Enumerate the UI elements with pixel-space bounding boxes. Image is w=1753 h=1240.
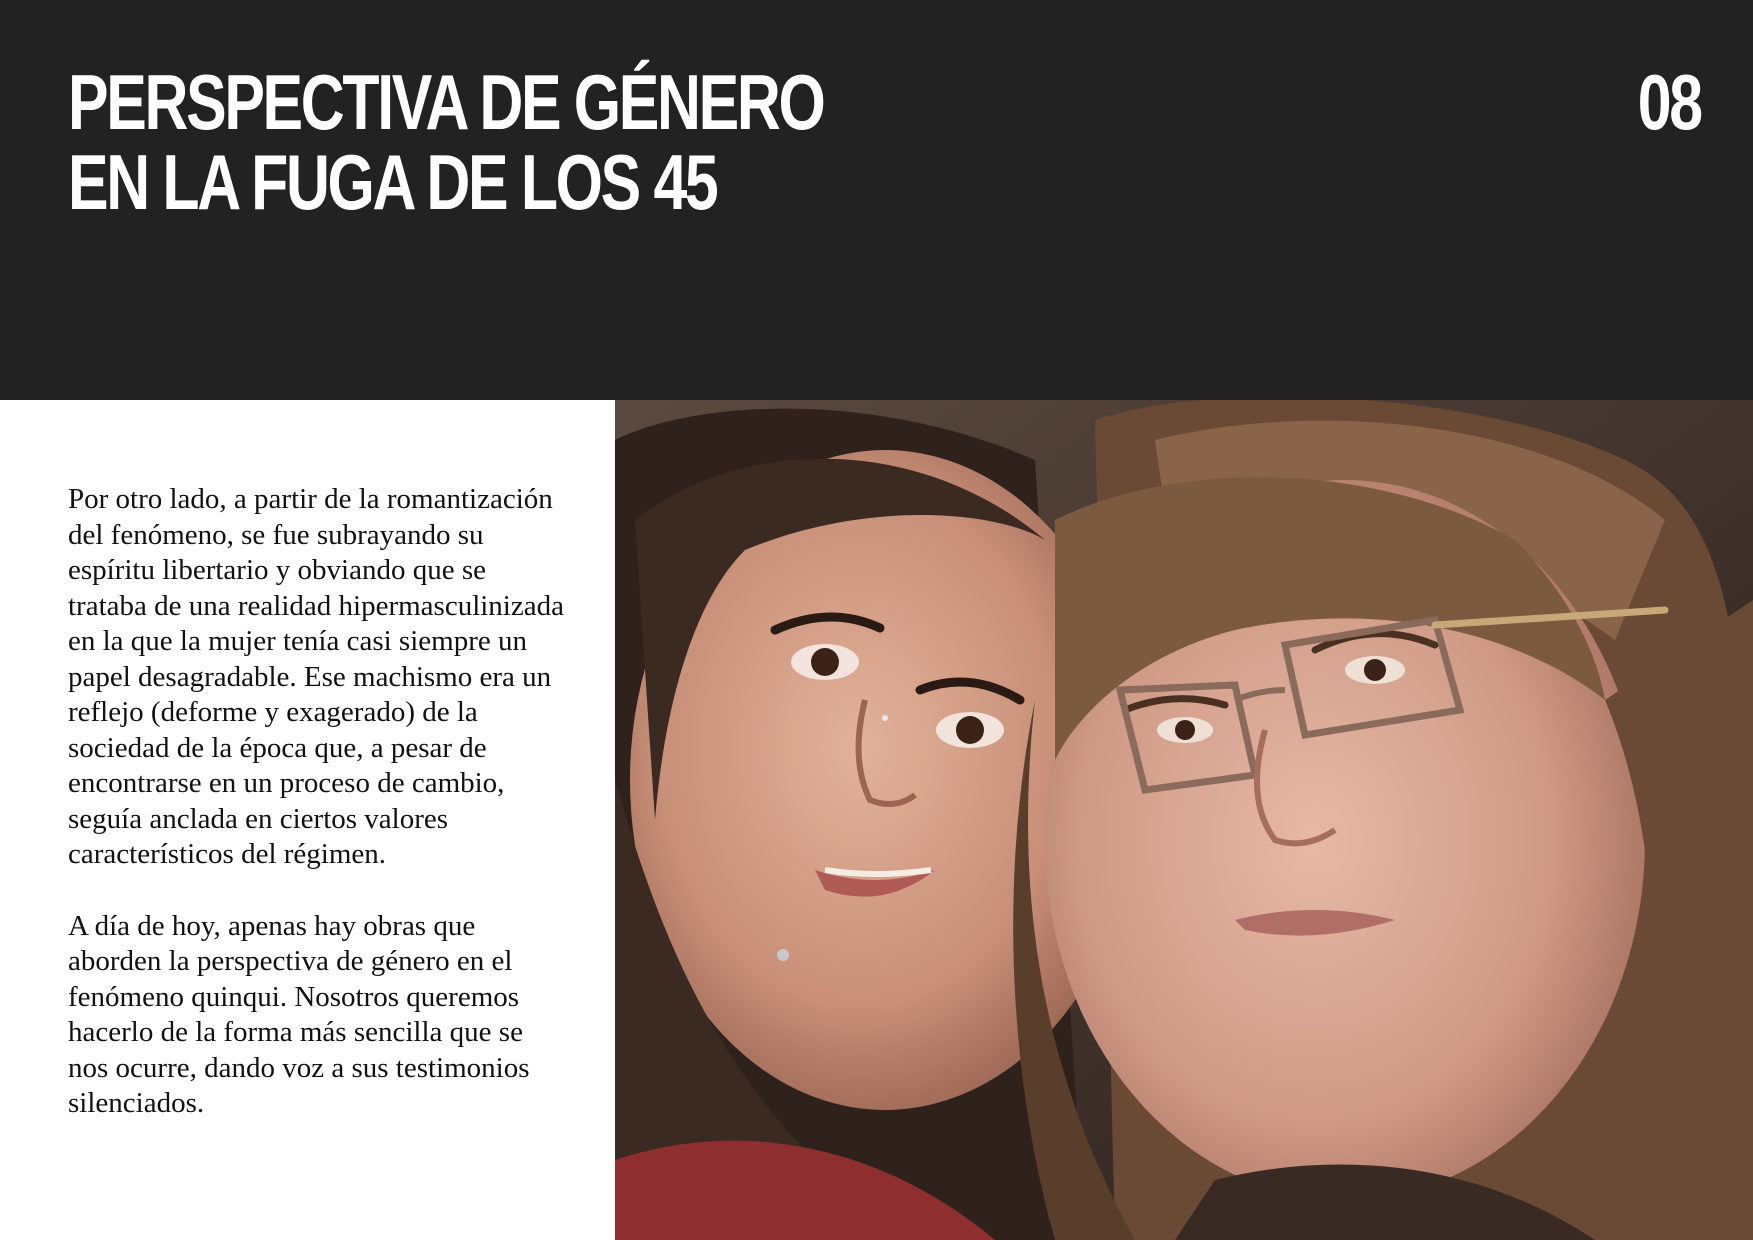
body-text [68, 482, 568, 1158]
page-title-line-1: PERSPECTIVA DE GÉNERO [68, 58, 824, 146]
page-title [68, 58, 824, 226]
portrait-photo [615, 400, 1753, 1240]
paragraph-2: A día de hoy, apenas hay obras que aborden la perspectiva de género en el fenómeno quinqui. Nosotros queremos hacerlo de la forma más sencilla que se nos ocurre, dando voz a sus testimonios silenciados. [68, 909, 530, 1119]
page-title-line-2: EN LA FUGA DE LOS 45 [68, 138, 717, 226]
portrait-photo-illustration [615, 400, 1753, 1240]
page-number: 08 [1638, 58, 1701, 146]
paragraph-1: Por otro lado, a partir de la romantización del fenómeno, se fue subrayando su espíritu libertario y obviando que se trataba de una realidad hipermasculinizada en la que la mujer tenía casi siempre un papel desagradable. Ese machismo era un reflejo (deforme y exagerado) de la sociedad de la época que, a pesar de encontrarse en un proceso de cambio, seguía anclada en ciertos valores característicos del régimen. [68, 483, 564, 870]
header-band [0, 0, 1753, 400]
